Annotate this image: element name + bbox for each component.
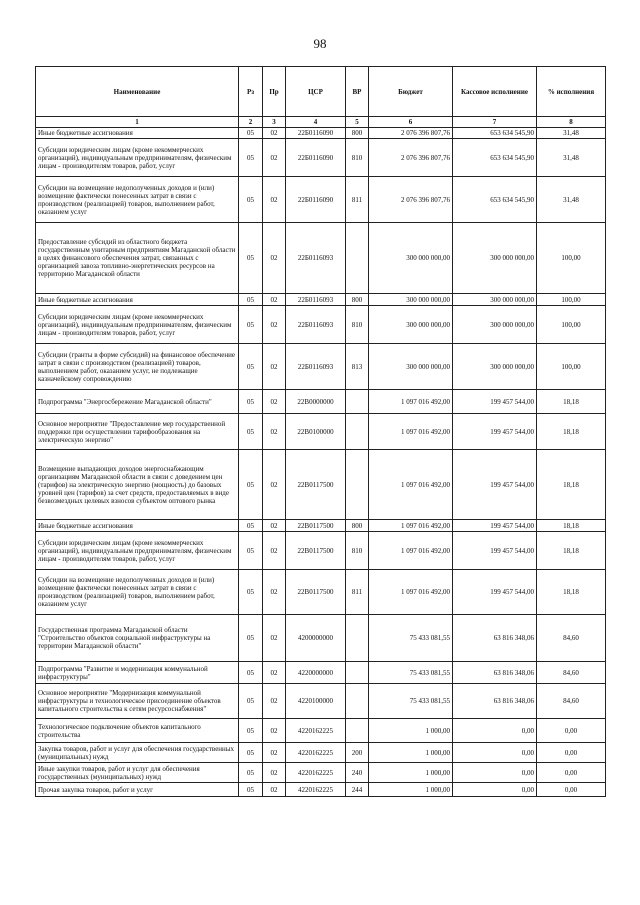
row-vr: 244 xyxy=(346,783,369,797)
header-cash: Кассовое исполнение xyxy=(453,67,537,117)
column-number-row xyxy=(36,117,606,128)
row-budget: 1 097 016 492,00 xyxy=(369,450,453,520)
column-number: 2 xyxy=(239,117,263,128)
row-vr xyxy=(346,684,369,719)
row-budget: 2 076 396 807,76 xyxy=(369,128,453,139)
row-pct: 84,60 xyxy=(537,662,606,684)
row-vr: 810 xyxy=(346,306,369,344)
row-rz: 05 xyxy=(239,128,263,139)
row-vr: 811 xyxy=(346,570,369,615)
table-row xyxy=(36,743,606,763)
table-row xyxy=(36,719,606,743)
column-number: 3 xyxy=(263,117,286,128)
row-pct: 18,18 xyxy=(537,520,606,532)
row-csr: 22В0117500 xyxy=(286,520,346,532)
row-csr: 4220100000 xyxy=(286,684,346,719)
page-number: 98 xyxy=(313,36,327,51)
table-row xyxy=(36,615,606,662)
row-budget: 1 097 016 492,00 xyxy=(369,520,453,532)
row-pct: 100,00 xyxy=(537,223,606,294)
row-pr: 02 xyxy=(263,662,286,684)
row-pct: 0,00 xyxy=(537,763,606,783)
column-number: 5 xyxy=(346,117,369,128)
row-name: Иные бюджетные ассигнования xyxy=(36,128,239,139)
table-row xyxy=(36,344,606,390)
row-cash: 199 457 544,00 xyxy=(453,450,537,520)
header-row xyxy=(36,67,606,117)
table-row xyxy=(36,139,606,177)
row-rz: 05 xyxy=(239,615,263,662)
row-rz: 05 xyxy=(239,294,263,306)
row-pr: 02 xyxy=(263,294,286,306)
row-name: Основное мероприятие "Модернизация коммунальной инфраструктуры и технологическое присоединение объектов капитального строительства к сетям ресурсоснабжения" xyxy=(36,684,239,719)
row-rz: 05 xyxy=(239,763,263,783)
row-cash: 0,00 xyxy=(453,719,537,743)
row-pr: 02 xyxy=(263,763,286,783)
table-row xyxy=(36,128,606,139)
row-vr: 800 xyxy=(346,294,369,306)
row-rz: 05 xyxy=(239,450,263,520)
row-cash: 0,00 xyxy=(453,743,537,763)
row-budget: 300 000 000,00 xyxy=(369,306,453,344)
table-row xyxy=(36,520,606,532)
row-rz: 05 xyxy=(239,344,263,390)
row-rz: 05 xyxy=(239,532,263,570)
row-csr: 22В0117500 xyxy=(286,570,346,615)
table-row xyxy=(36,783,606,797)
row-csr: 4220162225 xyxy=(286,743,346,763)
table-row xyxy=(36,223,606,294)
row-name: Закупка товаров, работ и услуг для обеспечения государственных (муниципальных) нужд xyxy=(36,743,239,763)
row-cash: 199 457 544,00 xyxy=(453,520,537,532)
row-cash: 300 000 000,00 xyxy=(453,344,537,390)
row-name: Иные закупки товаров, работ и услуг для обеспечения государственных (муниципальных) нужд xyxy=(36,763,239,783)
column-number: 6 xyxy=(369,117,453,128)
row-csr: 4220162225 xyxy=(286,783,346,797)
row-budget: 1 000,00 xyxy=(369,763,453,783)
row-rz: 05 xyxy=(239,390,263,414)
row-cash: 199 457 544,00 xyxy=(453,414,537,450)
row-pct: 0,00 xyxy=(537,783,606,797)
row-pr: 02 xyxy=(263,414,286,450)
row-cash: 300 000 000,00 xyxy=(453,306,537,344)
table-row xyxy=(36,414,606,450)
row-budget: 1 097 016 492,00 xyxy=(369,390,453,414)
row-pct: 84,60 xyxy=(537,615,606,662)
row-name: Иные бюджетные ассигнования xyxy=(36,520,239,532)
row-pct: 18,18 xyxy=(537,390,606,414)
row-budget: 75 433 081,55 xyxy=(369,615,453,662)
row-pr: 02 xyxy=(263,139,286,177)
row-budget: 1 097 016 492,00 xyxy=(369,570,453,615)
row-vr: 800 xyxy=(346,128,369,139)
row-pr: 02 xyxy=(263,306,286,344)
row-name: Субсидии на возмещение недополученных доходов и (или) возмещение фактически понесенных затрат в связи с производством (реализацией) товаров, выполнением работ, оказанием услуг xyxy=(36,570,239,615)
header-vr: ВР xyxy=(346,67,369,117)
row-name: Подпрограмма "Развитие и модернизация коммунальной инфраструктуры" xyxy=(36,662,239,684)
row-csr: 22Б0116090 xyxy=(286,128,346,139)
row-name: Субсидии (гранты в форме субсидий) на финансовое обеспечение затрат в связи с производством (реализацией) товаров, выполнением работ, оказанием услуг, не подлежащие казначейскому сопровождению xyxy=(36,344,239,390)
column-number: 7 xyxy=(453,117,537,128)
row-vr: 810 xyxy=(346,139,369,177)
column-number: 8 xyxy=(537,117,606,128)
row-csr: 22Б0116093 xyxy=(286,294,346,306)
row-cash: 63 816 348,06 xyxy=(453,684,537,719)
row-csr: 22В0000000 xyxy=(286,390,346,414)
row-name: Основное мероприятие "Предоставление мер государственной поддержки при осуществлении тарифообразования на электрическую энергию" xyxy=(36,414,239,450)
row-name: Субсидии юридическим лицам (кроме некоммерческих организаций), индивидуальным предпринимателям, физическим лицам - производителям товаров, работ, услуг xyxy=(36,139,239,177)
row-cash: 300 000 000,00 xyxy=(453,294,537,306)
row-pct: 100,00 xyxy=(537,294,606,306)
row-cash: 300 000 000,00 xyxy=(453,223,537,294)
row-csr: 22Б0116093 xyxy=(286,223,346,294)
row-pct: 84,60 xyxy=(537,684,606,719)
header-name: Наименование xyxy=(36,67,239,117)
row-cash: 199 457 544,00 xyxy=(453,532,537,570)
header-csr: ЦСР xyxy=(286,67,346,117)
header-rz: Рз xyxy=(239,67,263,117)
row-csr: 4220000000 xyxy=(286,662,346,684)
row-pct: 18,18 xyxy=(537,532,606,570)
row-budget: 300 000 000,00 xyxy=(369,294,453,306)
row-csr: 22Б0116093 xyxy=(286,306,346,344)
row-csr: 4220162225 xyxy=(286,719,346,743)
row-pr: 02 xyxy=(263,223,286,294)
row-rz: 05 xyxy=(239,139,263,177)
row-name: Субсидии юридическим лицам (кроме некоммерческих организаций), индивидуальным предпринимателям, физическим лицам - производителям товаров, работ, услуг xyxy=(36,306,239,344)
row-rz: 05 xyxy=(239,743,263,763)
column-number: 1 xyxy=(36,117,239,128)
table-row xyxy=(36,570,606,615)
row-cash: 653 634 545,90 xyxy=(453,139,537,177)
row-pr: 02 xyxy=(263,390,286,414)
row-pct: 18,18 xyxy=(537,570,606,615)
row-pct: 31,48 xyxy=(537,139,606,177)
row-vr xyxy=(346,719,369,743)
row-cash: 199 457 544,00 xyxy=(453,390,537,414)
row-pr: 02 xyxy=(263,743,286,763)
row-pr: 02 xyxy=(263,719,286,743)
table-row xyxy=(36,306,606,344)
row-budget: 2 076 396 807,76 xyxy=(369,139,453,177)
row-csr: 22В0117500 xyxy=(286,450,346,520)
row-csr: 4220162225 xyxy=(286,763,346,783)
row-pr: 02 xyxy=(263,520,286,532)
row-csr: 22Б0116090 xyxy=(286,177,346,223)
row-cash: 63 816 348,06 xyxy=(453,615,537,662)
row-pct: 0,00 xyxy=(537,743,606,763)
row-vr: 200 xyxy=(346,743,369,763)
row-pr: 02 xyxy=(263,783,286,797)
row-budget: 1 097 016 492,00 xyxy=(369,414,453,450)
header-pct: % исполнения xyxy=(537,67,606,117)
row-budget: 300 000 000,00 xyxy=(369,223,453,294)
row-name: Субсидии на возмещение недополученных доходов и (или) возмещение фактически понесенных затрат в связи с производством (реализацией) товаров, выполнением работ, оказанием услуг xyxy=(36,177,239,223)
table-row xyxy=(36,450,606,520)
row-csr: 22В0100000 xyxy=(286,414,346,450)
row-budget: 75 433 081,55 xyxy=(369,662,453,684)
header-budget: Бюджет xyxy=(369,67,453,117)
row-budget: 300 000 000,00 xyxy=(369,344,453,390)
row-rz: 05 xyxy=(239,306,263,344)
row-pct: 31,48 xyxy=(537,128,606,139)
row-pr: 02 xyxy=(263,532,286,570)
row-name: Возмещение выпадающих доходов энергоснабжающим организациям Магаданской области в связи с доведением цен (тарифов) на электрическую энергию (мощность) до базовых уровней цен (тарифов) за счет средств, предоставляемых в виде безвозмездных целевых взносов субъектом оптового рынка xyxy=(36,450,239,520)
row-rz: 05 xyxy=(239,662,263,684)
row-name: Иные бюджетные ассигнования xyxy=(36,294,239,306)
row-budget: 1 000,00 xyxy=(369,783,453,797)
row-pct: 0,00 xyxy=(537,719,606,743)
row-vr xyxy=(346,662,369,684)
row-cash: 0,00 xyxy=(453,763,537,783)
row-vr: 811 xyxy=(346,177,369,223)
row-rz: 05 xyxy=(239,783,263,797)
table-row xyxy=(36,763,606,783)
row-pct: 31,48 xyxy=(537,177,606,223)
row-csr: 22В0117500 xyxy=(286,532,346,570)
row-name: Субсидии юридическим лицам (кроме некоммерческих организаций), индивидуальным предпринимателям, физическим лицам - производителям товаров, работ, услуг xyxy=(36,532,239,570)
row-pr: 02 xyxy=(263,684,286,719)
row-csr: 22Б0116093 xyxy=(286,344,346,390)
header-pr: Пр xyxy=(263,67,286,117)
row-cash: 199 457 544,00 xyxy=(453,570,537,615)
table-row xyxy=(36,390,606,414)
row-vr xyxy=(346,450,369,520)
row-pr: 02 xyxy=(263,177,286,223)
row-name: Технологическое подключение объектов капитального строительства xyxy=(36,719,239,743)
row-vr xyxy=(346,390,369,414)
row-pct: 18,18 xyxy=(537,450,606,520)
table-row xyxy=(36,532,606,570)
row-rz: 05 xyxy=(239,570,263,615)
row-cash: 63 816 348,06 xyxy=(453,662,537,684)
row-vr: 240 xyxy=(346,763,369,783)
row-budget: 1 097 016 492,00 xyxy=(369,532,453,570)
row-vr: 800 xyxy=(346,520,369,532)
row-budget: 1 000,00 xyxy=(369,743,453,763)
row-csr: 22Б0116090 xyxy=(286,139,346,177)
row-vr xyxy=(346,615,369,662)
row-budget: 75 433 081,55 xyxy=(369,684,453,719)
row-pr: 02 xyxy=(263,615,286,662)
row-rz: 05 xyxy=(239,719,263,743)
row-pct: 100,00 xyxy=(537,306,606,344)
table-row xyxy=(36,177,606,223)
row-csr: 4200000000 xyxy=(286,615,346,662)
table-row xyxy=(36,662,606,684)
row-budget: 1 000,00 xyxy=(369,719,453,743)
row-vr: 810 xyxy=(346,532,369,570)
row-pr: 02 xyxy=(263,344,286,390)
table-row xyxy=(36,294,606,306)
row-rz: 05 xyxy=(239,414,263,450)
row-vr: 813 xyxy=(346,344,369,390)
budget-table xyxy=(35,66,606,797)
row-pct: 18,18 xyxy=(537,414,606,450)
row-pct: 100,00 xyxy=(537,344,606,390)
row-budget: 2 076 396 807,76 xyxy=(369,177,453,223)
row-vr xyxy=(346,223,369,294)
row-cash: 653 634 545,90 xyxy=(453,128,537,139)
row-rz: 05 xyxy=(239,684,263,719)
row-vr xyxy=(346,414,369,450)
column-number: 4 xyxy=(286,117,346,128)
row-rz: 05 xyxy=(239,520,263,532)
row-pr: 02 xyxy=(263,450,286,520)
row-pr: 02 xyxy=(263,570,286,615)
row-pr: 02 xyxy=(263,128,286,139)
row-name: Государственная программа Магаданской области "Строительство объектов социальной инфраструктуры на территории Магаданской области" xyxy=(36,615,239,662)
table-body xyxy=(36,128,606,797)
row-name: Прочая закупка товаров, работ и услуг xyxy=(36,783,239,797)
row-rz: 05 xyxy=(239,177,263,223)
row-rz: 05 xyxy=(239,223,263,294)
row-name: Предоставление субсидий из областного бюджета государственным унитарным предприятиям Магаданской области в целях финансового обеспечения затрат, связанных с организацией завоза топливно-энергетических ресурсов на территорию Магаданской области xyxy=(36,223,239,294)
table-row xyxy=(36,684,606,719)
row-cash: 653 634 545,90 xyxy=(453,177,537,223)
row-cash: 0,00 xyxy=(453,783,537,797)
row-name: Подпрограмма "Энергосбережение Магаданской области" xyxy=(36,390,239,414)
